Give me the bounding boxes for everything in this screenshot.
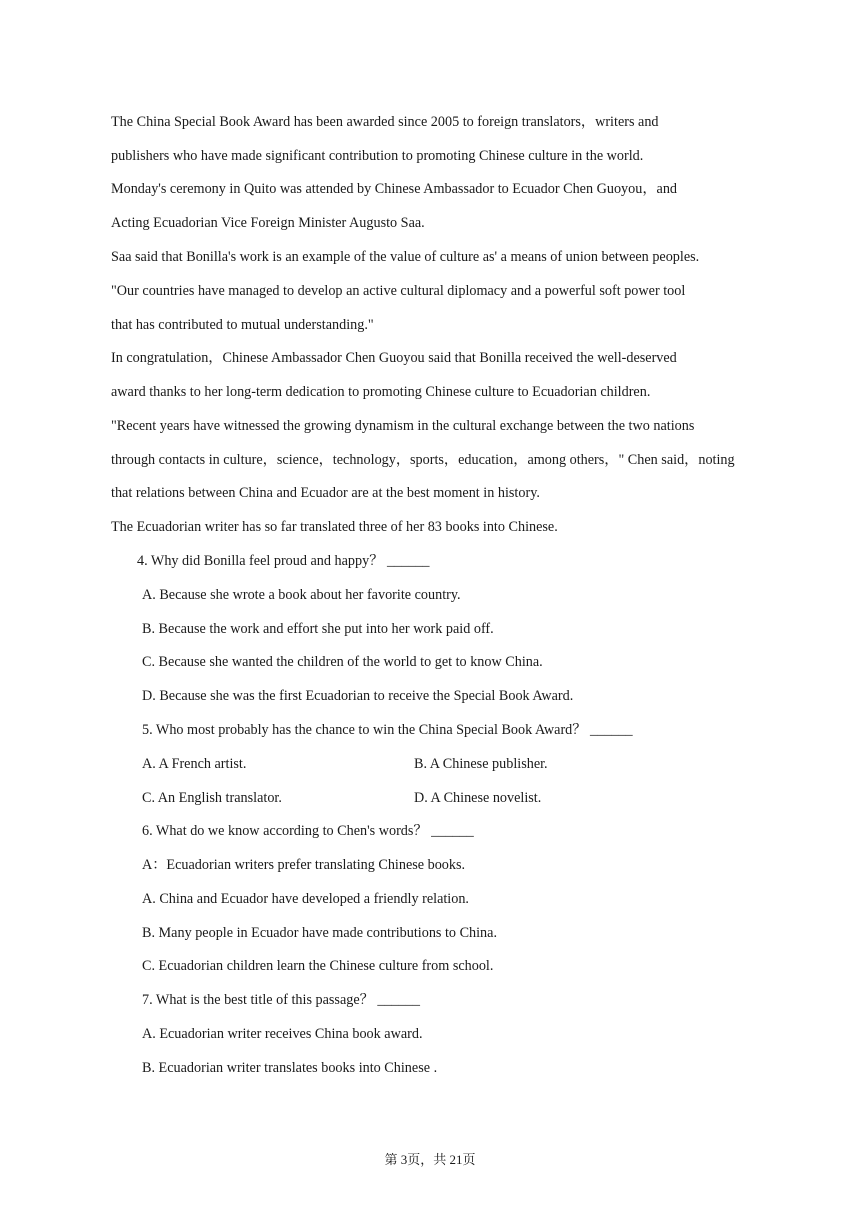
page-footer: 第 3页，共 21页	[384, 1152, 476, 1167]
passage-line-8: In congratulation，Chinese Ambassador Chen Guoyou said that Bonilla received the well-deserved	[111, 350, 677, 366]
question-7-option-b: B. Ecuadorian writer translates books into Chinese .	[142, 1060, 438, 1076]
question-5-option-b: B. A Chinese publisher.	[414, 756, 548, 772]
passage-line-2: publishers who have made significant contribution to promoting Chinese culture in the world.	[111, 148, 644, 164]
passage-line-9: award thanks to her long-term dedication to promoting Chinese culture to Ecuadorian children.	[111, 384, 651, 400]
passage-line-11: through contacts in culture，science，technology，sports，education，among others，" Chen said，noting	[111, 452, 735, 468]
question-7-option-a: A. Ecuadorian writer receives China book award.	[142, 1026, 423, 1042]
question-4-option-c: C. Because she wanted the children of the world to get to know China.	[142, 654, 543, 670]
question-4-stem: 4. Why did Bonilla feel proud and happy？ ______	[137, 553, 430, 569]
passage-line-1: The China Special Book Award has been awarded since 2005 to foreign translators，writers and	[111, 114, 659, 130]
question-5-option-a: A. A French artist.	[142, 756, 247, 772]
question-5-option-d: D. A Chinese novelist.	[414, 790, 542, 806]
question-7-stem: 7. What is the best title of this passage？ ______	[142, 992, 420, 1008]
question-6-stem: 6. What do we know according to Chen's words？ ______	[142, 823, 474, 839]
question-6-option-c: C. Ecuadorian children learn the Chinese culture from school.	[142, 958, 494, 974]
passage-line-3: Monday's ceremony in Quito was attended by Chinese Ambassador to Ecuador Chen Guoyou，and	[111, 181, 678, 197]
passage-line-4: Acting Ecuadorian Vice Foreign Minister Augusto Saa.	[111, 215, 425, 231]
passage-line-6: "Our countries have managed to develop an active cultural diplomacy and a powerful soft power tool	[111, 283, 686, 299]
passage-line-7: that has contributed to mutual understanding."	[111, 317, 374, 333]
question-6-extra-line: A：Ecuadorian writers prefer translating Chinese books.	[142, 857, 466, 873]
question-6-option-b: B. Many people in Ecuador have made contributions to China.	[142, 925, 497, 941]
question-5-stem: 5. Who most probably has the chance to win the China Special Book Award？ ______	[142, 722, 633, 738]
question-4-option-a: A. Because she wrote a book about her favorite country.	[142, 587, 461, 603]
passage-line-12: that relations between China and Ecuador are at the best moment in history.	[111, 485, 540, 501]
question-4-option-d: D. Because she was the first Ecuadorian to receive the Special Book Award.	[142, 688, 574, 704]
question-4-option-b: B. Because the work and effort she put into her work paid off.	[142, 621, 494, 637]
passage-line-5: Saa said that Bonilla's work is an example of the value of culture as' a means of union between peoples.	[111, 249, 700, 265]
passage-line-10: "Recent years have witnessed the growing dynamism in the cultural exchange between the two nations	[111, 418, 695, 434]
question-5-option-c: C. An English translator.	[142, 790, 282, 806]
passage-line-13: The Ecuadorian writer has so far translated three of her 83 books into Chinese.	[111, 519, 558, 535]
question-6-option-a: A. China and Ecuador have developed a friendly relation.	[142, 891, 469, 907]
